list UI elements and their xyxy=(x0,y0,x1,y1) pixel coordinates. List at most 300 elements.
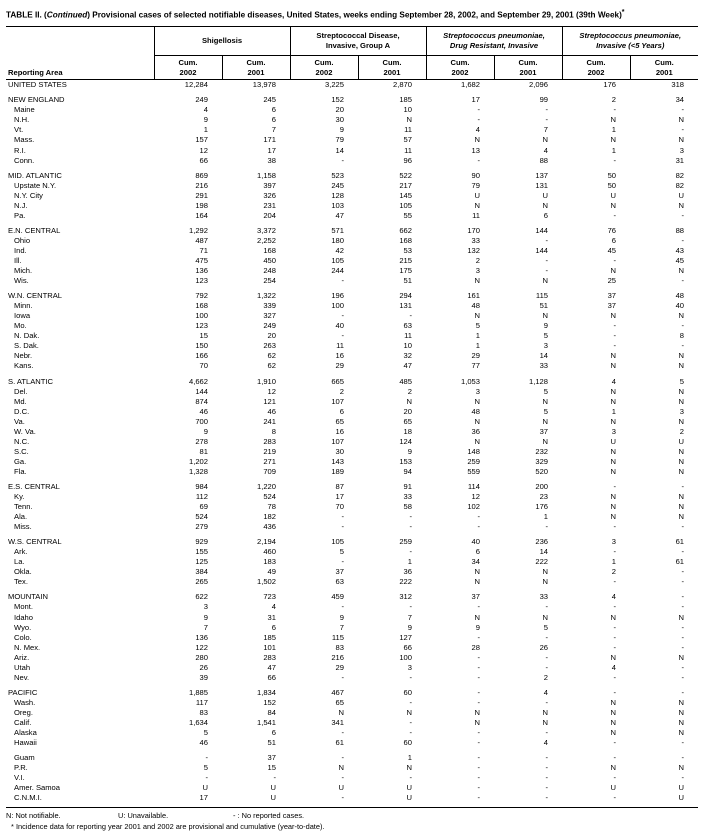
data-cell: 43 xyxy=(675,245,685,255)
group-header-spneumo-under5 xyxy=(562,27,698,56)
data-cell: U xyxy=(406,793,412,803)
data-cell: 5 xyxy=(543,622,549,632)
data-cell: 33 xyxy=(403,492,412,502)
data-cell: - xyxy=(545,697,549,707)
data-cell: - xyxy=(477,783,480,793)
data-cell: 869 xyxy=(195,170,208,180)
data-cell: 7 xyxy=(407,612,412,622)
data-cell: - xyxy=(409,311,412,321)
data-cell: N xyxy=(338,707,344,717)
data-cell: N xyxy=(610,763,617,773)
data-cell: U xyxy=(338,783,344,793)
data-cell: N xyxy=(610,728,617,738)
data-cell: 1,541 xyxy=(256,718,276,727)
data-cell: - xyxy=(613,155,617,165)
data-cell: 278 xyxy=(195,436,208,446)
data-cell: 5 xyxy=(475,321,480,331)
data-cell: 2,194 xyxy=(256,537,276,547)
table-row xyxy=(6,171,698,181)
data-cell: 171 xyxy=(263,135,276,145)
sub-header-row xyxy=(6,56,698,80)
data-cell: 47 xyxy=(403,361,412,371)
table-row xyxy=(6,181,698,191)
data-cell: 2 xyxy=(543,672,549,682)
data-cell: 34 xyxy=(675,95,685,105)
data-cell: - xyxy=(681,622,685,632)
data-cell: - xyxy=(545,115,549,125)
data-cell: 241 xyxy=(263,416,276,426)
data-cell: N xyxy=(474,612,480,622)
data-cell: 48 xyxy=(675,291,685,301)
data-cell: - xyxy=(681,481,685,491)
data-cell: 249 xyxy=(263,321,276,331)
data-cell: - xyxy=(409,718,412,727)
data-cell: - xyxy=(681,738,685,748)
group-header-spneumo-drug-resistant-line2: Drug Resistant, Invasive xyxy=(449,40,539,50)
reporting-area-cell: Idaho xyxy=(14,612,34,622)
data-cell: 182 xyxy=(263,512,276,522)
reporting-area-cell: N. Mex. xyxy=(14,642,41,652)
data-cell: 61 xyxy=(675,537,685,547)
data-cell: N xyxy=(678,311,685,321)
data-cell: 2 xyxy=(611,567,617,577)
footnote-not-notifiable: N: Not notifiable. xyxy=(6,811,61,821)
data-cell: 128 xyxy=(331,190,344,200)
data-cell: N xyxy=(678,612,685,622)
data-cell: - xyxy=(613,602,617,612)
data-cell: 37 xyxy=(335,567,344,577)
data-cell: 117 xyxy=(195,697,208,707)
data-cell: 11 xyxy=(336,341,344,351)
data-cell: N xyxy=(678,456,685,466)
data-cell: N xyxy=(678,351,685,361)
reporting-area-cell: Hawaii xyxy=(14,738,37,748)
data-cell: 7 xyxy=(543,125,549,135)
data-cell: 79 xyxy=(471,180,480,190)
data-cell: - xyxy=(477,687,480,697)
data-cell: N xyxy=(610,456,617,466)
reporting-area-cell: Wash. xyxy=(14,697,36,707)
table-row xyxy=(6,698,698,708)
data-cell: 2 xyxy=(679,426,685,436)
data-cell: 153 xyxy=(399,456,412,466)
data-cell: 6 xyxy=(339,406,344,416)
data-cell: N xyxy=(610,115,617,125)
data-cell: 4 xyxy=(203,105,208,115)
data-cell: N xyxy=(678,652,685,662)
data-cell: 121 xyxy=(263,396,276,406)
data-cell: 32 xyxy=(403,351,412,361)
data-cell: N xyxy=(406,115,412,125)
data-cell: 294 xyxy=(399,291,412,301)
data-cell: 259 xyxy=(467,456,480,466)
reporting-area-cell: Minn. xyxy=(14,301,33,311)
data-cell: - xyxy=(613,753,617,763)
data-cell: 48 xyxy=(471,406,480,416)
data-cell: - xyxy=(341,155,344,165)
data-cell: N xyxy=(542,200,549,210)
data-cell: - xyxy=(681,341,685,351)
data-cell: - xyxy=(477,728,480,738)
data-cell: 50 xyxy=(607,170,617,180)
data-cell: - xyxy=(545,652,549,662)
data-cell: 3 xyxy=(611,537,617,547)
data-cell: - xyxy=(613,210,617,220)
group-header-spneumo-drug-resistant-line1: Streptococcus pneumoniae, xyxy=(443,31,545,41)
data-cell: 11 xyxy=(404,125,412,135)
data-cell: 3 xyxy=(679,406,685,416)
data-cell: N xyxy=(542,276,549,286)
data-cell: N xyxy=(610,466,617,476)
data-cell: - xyxy=(545,728,549,738)
group-header-spneumo-under5-line2: Invasive (<5 Years) xyxy=(596,40,665,50)
table-row xyxy=(6,256,698,266)
table-row xyxy=(6,793,698,803)
data-cell: U xyxy=(678,436,685,446)
data-cell: - xyxy=(681,321,685,331)
data-cell: N xyxy=(474,436,480,446)
data-cell: 17 xyxy=(471,95,480,105)
data-cell: 4 xyxy=(271,602,276,612)
data-cell: N xyxy=(542,396,549,406)
reporting-area-cell: Kans. xyxy=(14,361,34,371)
data-cell: N xyxy=(678,492,685,502)
data-cell: - xyxy=(545,522,549,532)
table-row xyxy=(6,417,698,427)
data-cell: - xyxy=(409,512,412,522)
data-cell: 6 xyxy=(271,622,276,632)
data-cell: 6 xyxy=(475,547,480,557)
data-cell: U xyxy=(678,190,685,200)
data-cell: 60 xyxy=(403,738,412,748)
data-cell: 248 xyxy=(263,266,276,276)
data-cell: - xyxy=(477,115,480,125)
data-cell: N xyxy=(338,763,344,773)
table-row xyxy=(6,577,698,587)
data-cell: 37 xyxy=(539,426,549,436)
data-cell: N xyxy=(610,386,617,396)
data-cell: 10 xyxy=(403,341,412,351)
data-cell: 123 xyxy=(195,276,208,286)
data-cell: N xyxy=(610,718,617,727)
data-cell: 198 xyxy=(195,200,208,210)
reporting-area-cell: Alaska xyxy=(14,728,37,738)
data-cell: 65 xyxy=(335,416,344,426)
reporting-area-cell: Conn. xyxy=(14,155,35,165)
data-cell: - xyxy=(681,276,685,286)
footnote-star-marker: * xyxy=(11,821,14,831)
reporting-area-cell: W.S. CENTRAL xyxy=(8,537,62,547)
data-cell: N xyxy=(610,512,617,522)
data-cell: 204 xyxy=(263,210,276,220)
data-cell: N xyxy=(542,718,549,727)
data-cell: - xyxy=(545,662,549,672)
data-cell: 11 xyxy=(404,331,412,341)
data-cell: 88 xyxy=(675,225,685,235)
data-cell: U xyxy=(678,793,685,803)
data-cell: 40 xyxy=(335,321,344,331)
reporting-area-cell: Ill. xyxy=(14,255,22,265)
data-cell: 107 xyxy=(331,396,344,406)
data-cell: 13 xyxy=(471,145,480,155)
data-cell: - xyxy=(341,276,344,286)
data-cell: 312 xyxy=(399,592,412,602)
data-cell: 487 xyxy=(195,235,208,245)
data-cell: 7 xyxy=(271,125,276,135)
data-cell: 6 xyxy=(611,235,617,245)
table-row xyxy=(6,567,698,577)
table-row xyxy=(6,467,698,477)
data-cell: 37 xyxy=(607,291,617,301)
data-cell: 559 xyxy=(467,466,480,476)
data-cell: - xyxy=(341,311,344,321)
data-cell: 25 xyxy=(607,276,617,286)
data-cell: 459 xyxy=(331,592,344,602)
data-cell: - xyxy=(613,341,617,351)
reporting-area-cell: E.N. CENTRAL xyxy=(8,225,61,235)
data-cell: 329 xyxy=(535,456,549,466)
data-cell: 3 xyxy=(611,426,617,436)
data-cell: U xyxy=(202,783,208,793)
data-cell: 61 xyxy=(675,557,685,567)
data-cell: 9 xyxy=(339,612,344,622)
data-cell: 71 xyxy=(199,245,208,255)
data-cell: 112 xyxy=(195,492,208,502)
data-cell: 263 xyxy=(263,341,276,351)
reporting-area-cell: Okla. xyxy=(14,567,32,577)
reporting-area-cell: Tenn. xyxy=(14,502,33,512)
data-cell: 291 xyxy=(195,190,208,200)
data-cell: - xyxy=(477,662,480,672)
data-cell: 9 xyxy=(339,125,344,135)
data-cell: 4 xyxy=(611,376,617,386)
table-row xyxy=(6,492,698,502)
data-cell: 341 xyxy=(331,718,344,727)
title-prefix: TABLE II. ( xyxy=(6,10,47,20)
data-cell: 6 xyxy=(271,115,276,125)
data-cell: 176 xyxy=(535,502,549,512)
data-cell: N xyxy=(610,612,617,622)
data-cell: N xyxy=(474,396,480,406)
col-header-spneumo-dr-2002 xyxy=(426,56,494,80)
data-cell: N xyxy=(474,707,480,717)
data-cell: 115 xyxy=(331,632,344,642)
footnote-legend-row xyxy=(6,811,704,822)
data-cell: 37 xyxy=(607,301,617,311)
table-row xyxy=(6,633,698,643)
data-cell: 137 xyxy=(535,170,549,180)
data-cell: 4 xyxy=(543,687,549,697)
data-cell: - xyxy=(681,547,685,557)
data-cell: 105 xyxy=(331,537,344,547)
data-cell: 222 xyxy=(535,557,549,567)
reporting-area-cell: Vt. xyxy=(14,125,24,135)
data-cell: - xyxy=(545,793,549,803)
data-cell: 29 xyxy=(471,351,480,361)
table-row xyxy=(6,447,698,457)
data-cell: 20 xyxy=(403,406,412,416)
data-cell: - xyxy=(613,547,617,557)
table-row xyxy=(6,457,698,467)
data-cell: 259 xyxy=(399,537,412,547)
col-header-strep-group-a-2001-line1: Cum. xyxy=(382,58,402,68)
data-cell: 78 xyxy=(267,502,276,512)
notifiable-diseases-table xyxy=(6,26,698,808)
reporting-area-cell: Ohio xyxy=(14,235,31,245)
table-row xyxy=(6,276,698,286)
reporting-area-cell: Ala. xyxy=(14,512,28,522)
data-cell: 136 xyxy=(195,632,208,642)
data-cell: 31 xyxy=(267,612,276,622)
data-cell: 37 xyxy=(267,753,276,763)
data-cell: 709 xyxy=(263,466,276,476)
table-row xyxy=(6,80,698,91)
data-cell: 5 xyxy=(543,386,549,396)
data-cell: 700 xyxy=(195,416,208,426)
data-cell: 26 xyxy=(199,662,208,672)
data-cell: - xyxy=(681,753,685,763)
reporting-area-cell: E.S. CENTRAL xyxy=(8,481,60,491)
data-cell: 62 xyxy=(267,351,276,361)
data-cell: N xyxy=(610,135,617,145)
data-cell: 157 xyxy=(195,135,208,145)
reporting-area-cell: Ind. xyxy=(14,245,27,255)
data-cell: 1,292 xyxy=(188,225,208,235)
data-cell: 46 xyxy=(199,406,208,416)
data-cell: U xyxy=(270,783,276,793)
data-cell: 33 xyxy=(471,235,480,245)
reporting-area-cell: Pa. xyxy=(14,210,26,220)
data-cell: N xyxy=(542,416,549,426)
data-cell: N xyxy=(678,266,685,276)
data-cell: - xyxy=(681,672,685,682)
data-cell: 5 xyxy=(543,406,549,416)
table-row xyxy=(6,482,698,492)
data-cell: 665 xyxy=(331,376,344,386)
table-row xyxy=(6,407,698,417)
reporting-area-cell: Amer. Samoa xyxy=(14,783,61,793)
data-cell: 87 xyxy=(335,481,344,491)
data-cell: 18 xyxy=(403,426,412,436)
data-cell: 662 xyxy=(399,225,412,235)
data-cell: N xyxy=(678,396,685,406)
col-header-spneumo-dr-2002-line1: Cum. xyxy=(450,58,470,68)
data-cell: 136 xyxy=(195,266,208,276)
data-cell: 231 xyxy=(263,200,276,210)
data-cell: 100 xyxy=(399,652,412,662)
table-row xyxy=(6,643,698,653)
data-cell: 12 xyxy=(267,386,276,396)
data-cell: - xyxy=(409,672,412,682)
table-row xyxy=(6,783,698,793)
data-cell: 283 xyxy=(263,652,276,662)
data-cell: 189 xyxy=(331,466,344,476)
data-cell: N xyxy=(474,276,480,286)
data-cell: 144 xyxy=(195,386,208,396)
group-header-strep-group-a-line2: Invasive, Group A xyxy=(325,40,391,50)
data-cell: - xyxy=(205,753,208,763)
data-cell: - xyxy=(613,793,617,803)
col-header-spneumo-u5-2002-line1: Cum. xyxy=(586,58,606,68)
table-row xyxy=(6,753,698,763)
reporting-area-cell: S. Dak. xyxy=(14,341,39,351)
data-cell: 13,978 xyxy=(252,80,276,90)
data-cell: 15 xyxy=(267,763,276,773)
data-cell: U xyxy=(270,793,276,803)
reporting-area-cell: NEW ENGLAND xyxy=(8,95,65,105)
table-row xyxy=(6,201,698,211)
data-cell: 180 xyxy=(331,235,344,245)
col-header-spneumo-u5-2002-line2: 2002 xyxy=(587,67,605,77)
reporting-area-cell: P.R. xyxy=(14,763,28,773)
data-cell: - xyxy=(477,793,480,803)
data-cell: - xyxy=(681,105,685,115)
data-cell: - xyxy=(681,773,685,783)
col-header-strep-group-a-2002-line2: 2002 xyxy=(315,67,333,77)
data-cell: 63 xyxy=(403,321,412,331)
group-header-spneumo-drug-resistant xyxy=(426,27,562,56)
data-cell: 219 xyxy=(263,446,276,456)
data-cell: 3 xyxy=(475,266,480,276)
data-cell: 29 xyxy=(335,361,344,371)
footnote-unavailable: U: Unavailable. xyxy=(118,811,169,821)
data-cell: 30 xyxy=(335,115,344,125)
data-cell: N xyxy=(678,446,685,456)
data-cell: 143 xyxy=(331,456,344,466)
data-cell: - xyxy=(477,602,480,612)
data-cell: N xyxy=(610,492,617,502)
reporting-area-cell: Calif. xyxy=(14,718,32,727)
table-row xyxy=(6,226,698,236)
reporting-area-cell: Colo. xyxy=(14,632,32,642)
data-cell: 4,662 xyxy=(188,376,208,386)
table-row xyxy=(6,266,698,276)
table-body xyxy=(6,80,698,808)
reporting-area-cell: N.H. xyxy=(14,115,30,125)
data-cell: N xyxy=(474,135,480,145)
reporting-area-cell: PACIFIC xyxy=(8,687,38,697)
table-row xyxy=(6,557,698,567)
table-row xyxy=(6,708,698,718)
data-cell: 66 xyxy=(199,155,208,165)
data-cell: 144 xyxy=(535,225,549,235)
data-cell: - xyxy=(545,773,549,783)
data-cell: 115 xyxy=(535,291,549,301)
data-cell: N xyxy=(610,311,617,321)
data-cell: 60 xyxy=(403,687,412,697)
data-cell: 70 xyxy=(335,502,344,512)
data-cell: 522 xyxy=(399,170,412,180)
data-cell: U xyxy=(610,190,617,200)
data-cell: N xyxy=(474,311,480,321)
data-cell: N xyxy=(406,763,412,773)
data-cell: 2 xyxy=(475,255,480,265)
reporting-area-cell: Fla. xyxy=(14,466,27,476)
table-row xyxy=(6,653,698,663)
data-cell: - xyxy=(409,602,412,612)
data-cell: - xyxy=(477,753,480,763)
data-cell: 1 xyxy=(203,125,208,135)
data-cell: 124 xyxy=(399,436,412,446)
data-cell: 232 xyxy=(535,446,549,456)
group-header-spacer xyxy=(6,27,154,56)
data-cell: 1 xyxy=(611,125,617,135)
data-cell: 271 xyxy=(263,456,276,466)
table-row xyxy=(6,351,698,361)
data-cell: 196 xyxy=(331,291,344,301)
data-cell: 1,202 xyxy=(188,456,208,466)
data-cell: 5 xyxy=(543,331,549,341)
